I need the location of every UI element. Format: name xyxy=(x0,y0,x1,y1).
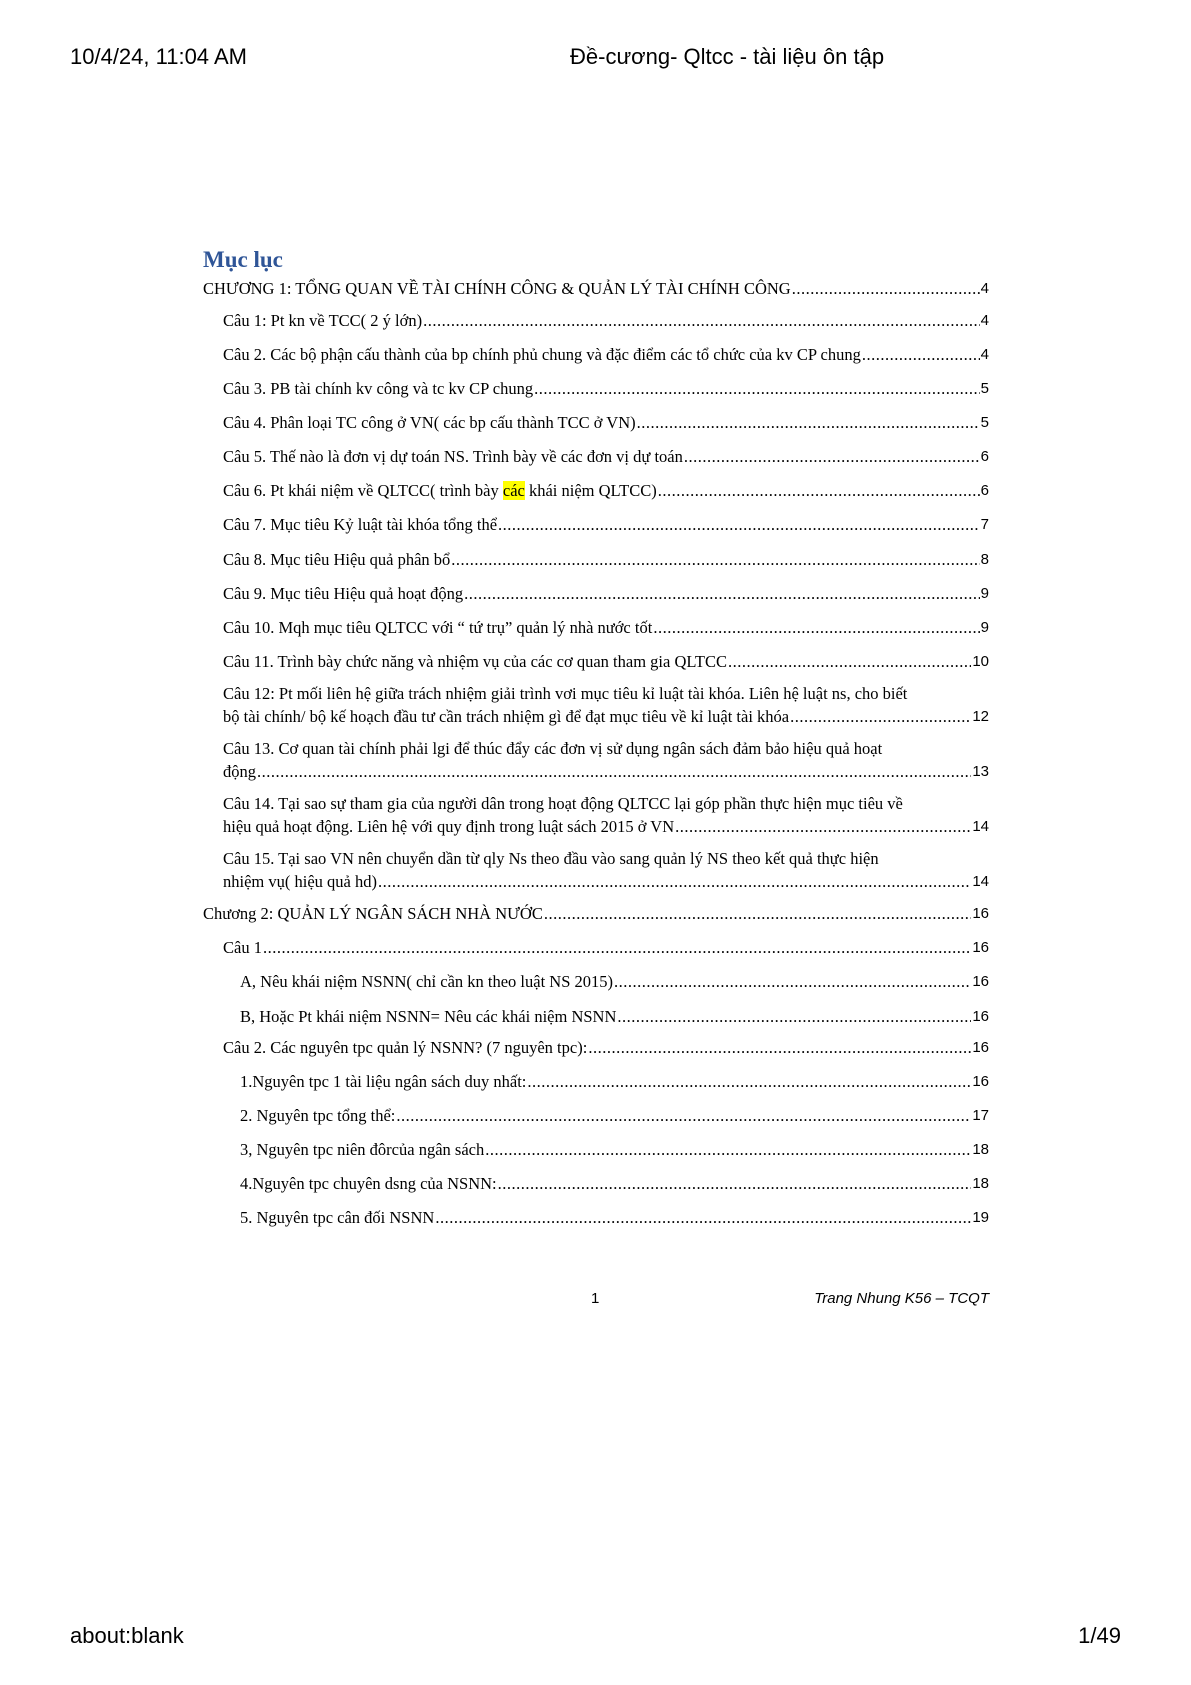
toc-entry-text: Câu 3. PB tài chính kv công và tc kv CP chung xyxy=(223,379,534,398)
toc-entry[interactable] xyxy=(203,1036,989,1059)
toc-entry-text: Câu 2. Các bộ phận cấu thành của bp chính phủ chung và đặc điểm các tổ chức của kv CP chung xyxy=(223,345,861,364)
print-doc-title: Đề-cương- Qltcc - tài liệu ôn tập xyxy=(570,44,885,69)
toc-entry-page: 17 xyxy=(972,1107,989,1124)
toc-entry-text-line1: Câu 13. Cơ quan tài chính phải lgi để thúc đẩy các đơn vị sử dụng ngân sách đảm bảo hiệu quả hoạt xyxy=(223,739,883,758)
toc-entry-page: 16 xyxy=(972,1008,989,1025)
toc-entry-text: Câu 10. Mqh mục tiêu QLTCC với “ tứ trụ” quản lý nhà nước tốt xyxy=(223,618,653,637)
toc-entry-text: CHƯƠNG 1: TỔNG QUAN VỀ TÀI CHÍNH CÔNG & QUẢN LÝ TÀI CHÍNH CÔNG xyxy=(203,279,791,298)
toc-entry-text: 3, Nguyên tpc niên đôrcủa ngân sách xyxy=(240,1140,485,1159)
print-footer xyxy=(70,1623,1121,1651)
toc-entry[interactable] xyxy=(203,682,989,728)
print-url: about:blank xyxy=(70,1623,184,1648)
toc-entry-page: 19 xyxy=(972,1209,989,1226)
toc-entry[interactable] xyxy=(203,1104,989,1127)
toc-entry[interactable] xyxy=(203,309,989,332)
toc-entry[interactable] xyxy=(203,445,989,468)
document-page-footer xyxy=(203,1290,989,1314)
toc-entry-text-line1: Câu 12: Pt mối liên hệ giữa trách nhiệm giải trình vơi mục tiêu kỉ luật tài khóa. Liên hệ luật ns, cho biết xyxy=(223,684,908,703)
toc-entry-page: 16 xyxy=(972,1039,989,1056)
toc-entry-text-line2: động xyxy=(223,762,256,781)
toc-entry[interactable] xyxy=(203,548,989,571)
toc-entry[interactable] xyxy=(203,1138,989,1161)
toc-entry-text: Câu 2. Các nguyên tpc quản lý NSNN? (7 nguyên tpc): xyxy=(223,1038,588,1057)
footer-author: Trang Nhung K56 – TCQT xyxy=(814,1290,989,1307)
toc-entry-page: 6 xyxy=(980,448,989,465)
toc-entry-text: 5. Nguyên tpc cân đối NSNN xyxy=(240,1208,435,1227)
toc-entry-page: 14 xyxy=(972,873,989,890)
toc-entry-page: 16 xyxy=(972,1073,989,1090)
toc-entry[interactable] xyxy=(203,582,989,605)
toc-entry-chapter-2[interactable] xyxy=(203,902,989,925)
toc-entry-text-line2: nhiệm vụ( hiệu quả hd) xyxy=(223,872,377,891)
toc-entry-page: 4 xyxy=(980,346,989,363)
toc-entry-page: 14 xyxy=(972,818,989,835)
toc-entry-text: Câu 9. Mục tiêu Hiệu quả hoạt động xyxy=(223,584,464,603)
toc-entry-page: 4 xyxy=(980,280,989,297)
toc-entry-page: 16 xyxy=(972,939,989,956)
toc-entry-page: 9 xyxy=(980,619,989,636)
search-highlight: các xyxy=(502,481,525,500)
toc-entry-text-line2: hiệu quả hoạt động. Liên hệ với quy định trong luật sách 2015 ở VN xyxy=(223,817,675,836)
toc-entry-page: 10 xyxy=(972,653,989,670)
toc-entry-text: B, Hoặc Pt khái niệm NSNN= Nêu các khái niệm NSNN xyxy=(240,1007,617,1026)
toc-entry-page: 13 xyxy=(972,763,989,780)
toc-entry[interactable] xyxy=(203,970,989,993)
toc-entry-text: Câu 6. Pt khái niệm về QLTCC( trình bày các khái niệm QLTCC) xyxy=(223,481,657,500)
toc-entry[interactable] xyxy=(203,1206,989,1229)
toc-entry-page: 7 xyxy=(980,516,989,533)
toc-entry[interactable] xyxy=(203,343,989,366)
toc-entry-text: 2. Nguyên tpc tổng thể: xyxy=(240,1106,396,1125)
toc-entry-page: 16 xyxy=(972,973,989,990)
print-page-count: 1/49 xyxy=(1078,1623,1121,1648)
toc-entry[interactable] xyxy=(203,737,989,783)
print-header xyxy=(70,44,1121,74)
toc-entry[interactable] xyxy=(203,1070,989,1093)
toc-entry-text: Câu 7. Mục tiêu Kỷ luật tài khóa tổng thể xyxy=(223,515,498,534)
toc-entry-text: Câu 1 xyxy=(223,938,262,957)
page-number: 1 xyxy=(591,1290,600,1307)
toc-entry-text-line2: bộ tài chính/ bộ kế hoạch đầu tư cần trách nhiệm gì để đạt mục tiêu về kỉ luật tài khóa xyxy=(223,707,790,726)
toc-entry-page: 9 xyxy=(980,585,989,602)
toc-entry-page: 18 xyxy=(972,1175,989,1192)
toc-entry[interactable] xyxy=(203,847,989,893)
toc-entry-text: Câu 4. Phân loại TC công ở VN( các bp cấu thành TCC ở VN) xyxy=(223,413,636,432)
toc-entry[interactable] xyxy=(203,411,989,434)
toc-entry-page: 5 xyxy=(980,414,989,431)
toc-entry[interactable] xyxy=(203,650,989,673)
print-datetime: 10/4/24, 11:04 AM xyxy=(70,44,247,69)
toc-entry[interactable] xyxy=(203,513,989,536)
toc-entry-page: 12 xyxy=(972,708,989,725)
toc-entry[interactable] xyxy=(203,616,989,639)
toc-entry-chapter-1[interactable] xyxy=(203,277,989,300)
toc-entry[interactable] xyxy=(203,1172,989,1195)
toc-entry-page: 8 xyxy=(980,551,989,568)
toc-entry-text: Chương 2: QUẢN LÝ NGÂN SÁCH NHÀ NƯỚC xyxy=(203,904,543,923)
toc-entry-page: 5 xyxy=(980,380,989,397)
toc-entry-page: 18 xyxy=(972,1141,989,1158)
toc-entry-text: 1.Nguyên tpc 1 tài liệu ngân sách duy nhất: xyxy=(240,1072,527,1091)
toc-entry-page: 16 xyxy=(972,905,989,922)
toc-entry-text: Câu 5. Thế nào là đơn vị dự toán NS. Trình bày về các đơn vị dự toán xyxy=(223,447,683,466)
toc-entry-page: 4 xyxy=(980,312,989,329)
toc-entry[interactable] xyxy=(203,1005,989,1028)
toc-entry-text: Câu 11. Trình bày chức năng và nhiệm vụ của các cơ quan tham gia QLTCC xyxy=(223,652,728,671)
table-of-contents xyxy=(203,247,989,1229)
toc-entry-text: Câu 1: Pt kn về TCC( 2 ý lớn) xyxy=(223,311,423,330)
toc-entry[interactable] xyxy=(203,936,989,959)
toc-entry-text: Câu 8. Mục tiêu Hiệu quả phân bổ xyxy=(223,550,451,569)
toc-entry-text: 4.Nguyên tpc chuyên dsng của NSNN: xyxy=(240,1174,497,1193)
toc-entry-text: A, Nêu khái niệm NSNN( chỉ cần kn theo luật NS 2015) xyxy=(240,972,614,991)
toc-entry-text-line1: Câu 14. Tại sao sự tham gia của người dân trong hoạt động QLTCC lại góp phần thực hiện mục tiêu về xyxy=(223,794,903,813)
toc-entry[interactable] xyxy=(203,377,989,400)
toc-entry-page: 6 xyxy=(980,482,989,499)
toc-heading: Mục lục xyxy=(203,247,283,272)
toc-entry[interactable] xyxy=(203,479,989,502)
toc-entry[interactable] xyxy=(203,792,989,838)
toc-entry-text-line1: Câu 15. Tại sao VN nên chuyển dần từ qly Ns theo đầu vào sang quản lý NS theo kết quả thực hiện xyxy=(223,849,879,868)
